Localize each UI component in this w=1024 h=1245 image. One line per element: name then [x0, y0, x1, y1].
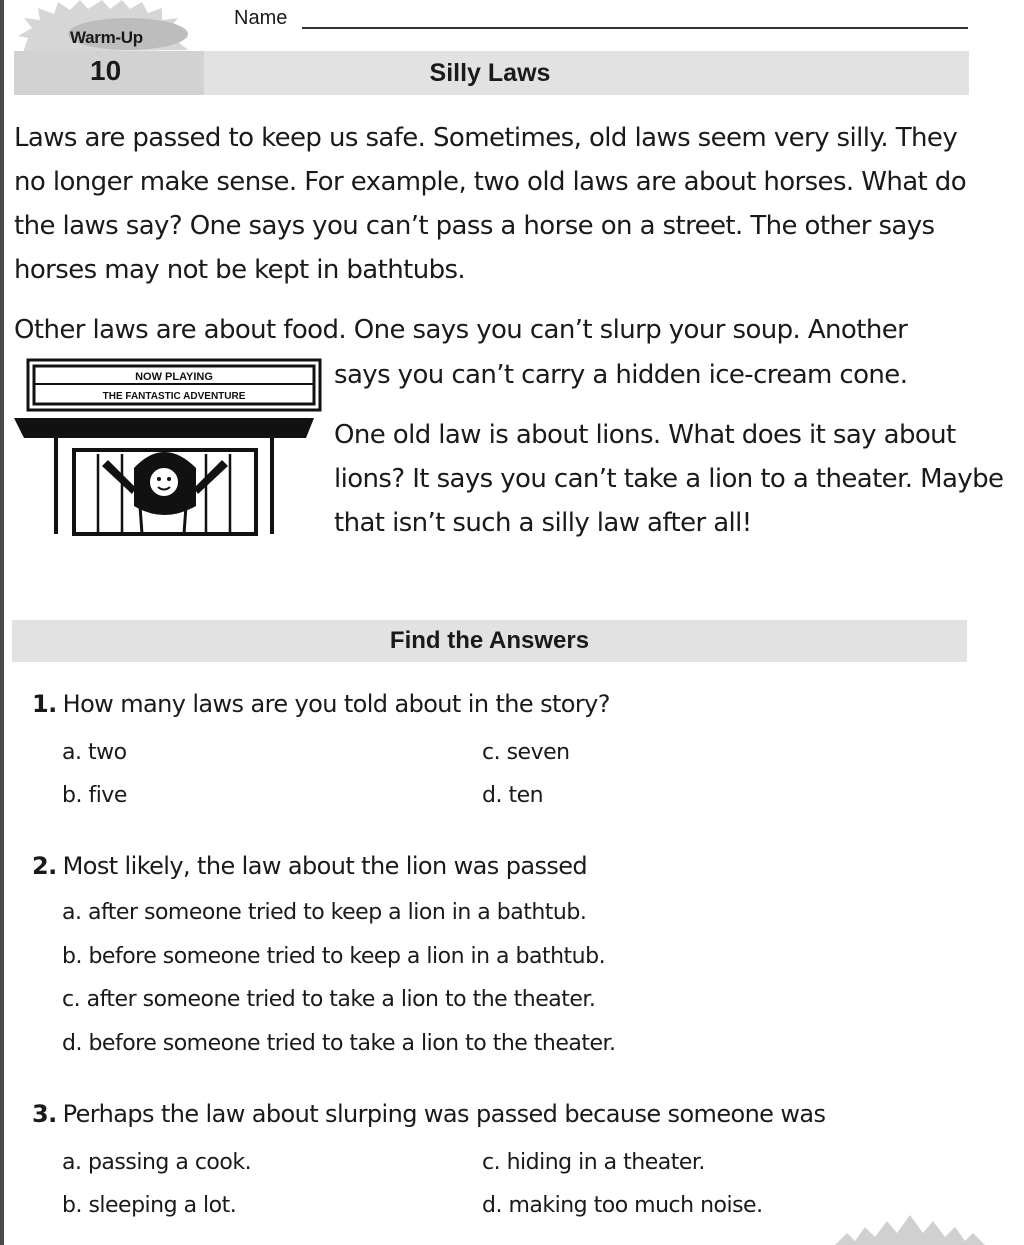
question-text: How many laws are you told about in the story?: [62, 690, 610, 718]
name-label: Name: [234, 7, 288, 29]
marquee-line-1: NOW PLAYING: [135, 371, 213, 383]
question-number: 1.: [32, 690, 57, 718]
q1-option-c[interactable]: c. seven: [482, 740, 570, 765]
story-paragraph-1: Laws are passed to keep us safe. Sometimes, old laws seem very silly. They no longer make sense. For example, two old laws are about horses. What do the laws say? One says you can’t pass a horse on a street. The other says horses may not be kept in bathtubs.: [14, 123, 967, 285]
question-1: [32, 690, 610, 718]
question-number: 2.: [32, 852, 57, 880]
q3-option-c[interactable]: c. hiding in a theater.: [482, 1150, 705, 1175]
q3-option-b[interactable]: b. sleeping a lot.: [62, 1193, 237, 1218]
warm-up-label: Warm-Up: [70, 28, 143, 47]
page-title: Silly Laws: [429, 59, 551, 87]
q2-option-b[interactable]: b. before someone tried to keep a lion in a bathtub.: [62, 944, 606, 969]
question-2: [32, 852, 587, 880]
story-paragraph-3: One old law is about lions. What does it say about lions? It says you can’t take a lion to a theater. Maybe that isn’t such a silly law after all!: [334, 420, 1004, 538]
name-line[interactable]: [302, 27, 968, 29]
question-3: [32, 1100, 825, 1128]
question-text: Perhaps the law about slurping was passed because someone was: [62, 1100, 826, 1128]
q3-option-a[interactable]: a. passing a cook.: [62, 1150, 252, 1175]
marquee-line-2: THE FANTASTIC ADVENTURE: [102, 391, 246, 402]
q1-option-d[interactable]: d. ten: [482, 783, 544, 808]
question-number: 3.: [32, 1100, 57, 1128]
q2-option-d[interactable]: d. before someone tried to take a lion to the theater.: [62, 1031, 616, 1056]
q2-option-c[interactable]: c. after someone tried to take a lion to the theater.: [62, 987, 596, 1012]
warm-up-number: 10: [90, 55, 122, 86]
story-paragraph-2-continued: says you can’t carry a hidden ice-cream cone.: [334, 360, 908, 390]
q1-option-a[interactable]: a. two: [62, 740, 127, 765]
left-border: [0, 0, 4, 1245]
corner-sunburst-decoration: [835, 1215, 985, 1245]
question-text: Most likely, the law about the lion was passed: [62, 852, 588, 880]
story-paragraph-2: Other laws are about food. One says you can’t slurp your soup. Another: [14, 315, 908, 345]
q3-option-d[interactable]: d. making too much noise.: [482, 1193, 763, 1218]
q1-option-b[interactable]: b. five: [62, 783, 127, 808]
find-answers-heading: Find the Answers: [12, 620, 967, 662]
q2-option-a[interactable]: a. after someone tried to keep a lion in a bathtub.: [62, 900, 587, 925]
theater-illustration: [14, 356, 324, 536]
